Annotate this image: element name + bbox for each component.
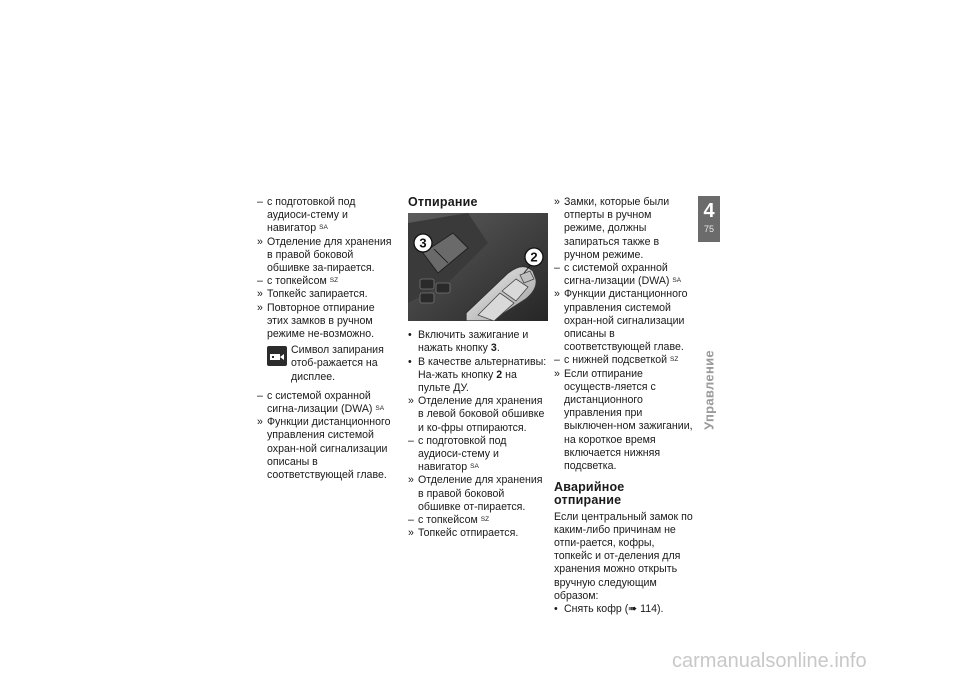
list-item: » Топкейс отпирается.	[408, 527, 519, 540]
lock-symbol-text: Символ запирания отоб-ражается на дисплее.	[291, 344, 384, 383]
photo-label-2: 2	[530, 249, 538, 265]
list-item: – с системой охранной сигна-лизации (DWA) $^{SA}$	[257, 389, 385, 416]
list-item: » Отделение для хранения в правой боковой обшивке от-пирается.	[408, 474, 543, 513]
remote-control-photo	[408, 213, 548, 321]
list-item: » Отделение для хранения в левой боковой обшивке и ко-фры отпираются.	[408, 395, 545, 434]
col1-list	[257, 196, 394, 341]
list-item: » Функции дистанционного управления системой охран-ной сигнализации описаны в соответствующей главе.	[257, 416, 391, 482]
col1-list-2	[257, 390, 394, 482]
list-item: » Повторное отпирание этих замков в ручном режиме не-возможно.	[257, 301, 375, 341]
column-3	[554, 196, 694, 616]
column-1	[257, 196, 394, 482]
col3-list	[554, 196, 694, 473]
list-item: » Отделение для хранения в правой боковой обшивке за-пирается.	[257, 235, 392, 275]
side-section-title	[700, 350, 718, 430]
col2-list	[408, 329, 548, 540]
list-item: – с подготовкой под аудиоси-стему и навигатор $^{SA}$	[408, 434, 507, 474]
section-heading-unlocking: Отпирание	[408, 195, 478, 209]
list-item: » Если отпирание осуществ-ляется с дистанционного управления при выключен-ном зажигании, на короткое время включается нижняя подсветка.	[554, 367, 693, 473]
list-item: – с нижней подсветкой $^{SZ}$	[554, 354, 679, 367]
lock-symbol-note	[267, 344, 394, 384]
list-item: – с топкейсом $^{SZ}$	[408, 514, 490, 527]
photo-label-3: 3	[419, 235, 427, 251]
column-2	[408, 196, 548, 540]
watermark: carmanualsonline.info	[672, 650, 867, 672]
list-item: » Функции дистанционного управления системой охран-ной сигнализации описаны в соответствующей главе.	[554, 288, 688, 354]
list-item: • Включить зажигание и нажать кнопку 3.	[408, 329, 529, 355]
list-item: – с топкейсом $^{SZ}$	[257, 275, 339, 288]
list-item: • В качестве альтернативы: На-жать кнопку 2 на пульте ДУ.	[408, 355, 547, 395]
chapter-number: 4	[703, 200, 715, 222]
side-title-text: Управление	[701, 350, 717, 430]
emergency-paragraph: Если центральный замок по каким-либо причинам не отпи-рается, кофры, топкейс и от-деления для хранения можно открыть вручную следующим образом:	[554, 510, 693, 602]
lock-symbol-icon	[267, 346, 287, 366]
chapter-tab	[698, 196, 720, 242]
list-item: » Топкейс запирается.	[257, 288, 368, 301]
list-item: – с подготовкой под аудиоси-стему и навигатор $^{SA}$	[257, 196, 356, 235]
list-item: » Замки, которые были отперты в ручном режиме, должны запираться также в ручном режиме.	[554, 196, 670, 261]
section-heading-emergency-unlocking: Аварийное отпирание	[554, 480, 625, 508]
list-item: • Снять кофр (➠ 114).	[554, 603, 664, 616]
page-number: 75	[703, 224, 714, 234]
list-item: – с системой охранной сигна-лизации (DWA) $^{SA}$	[554, 262, 682, 288]
